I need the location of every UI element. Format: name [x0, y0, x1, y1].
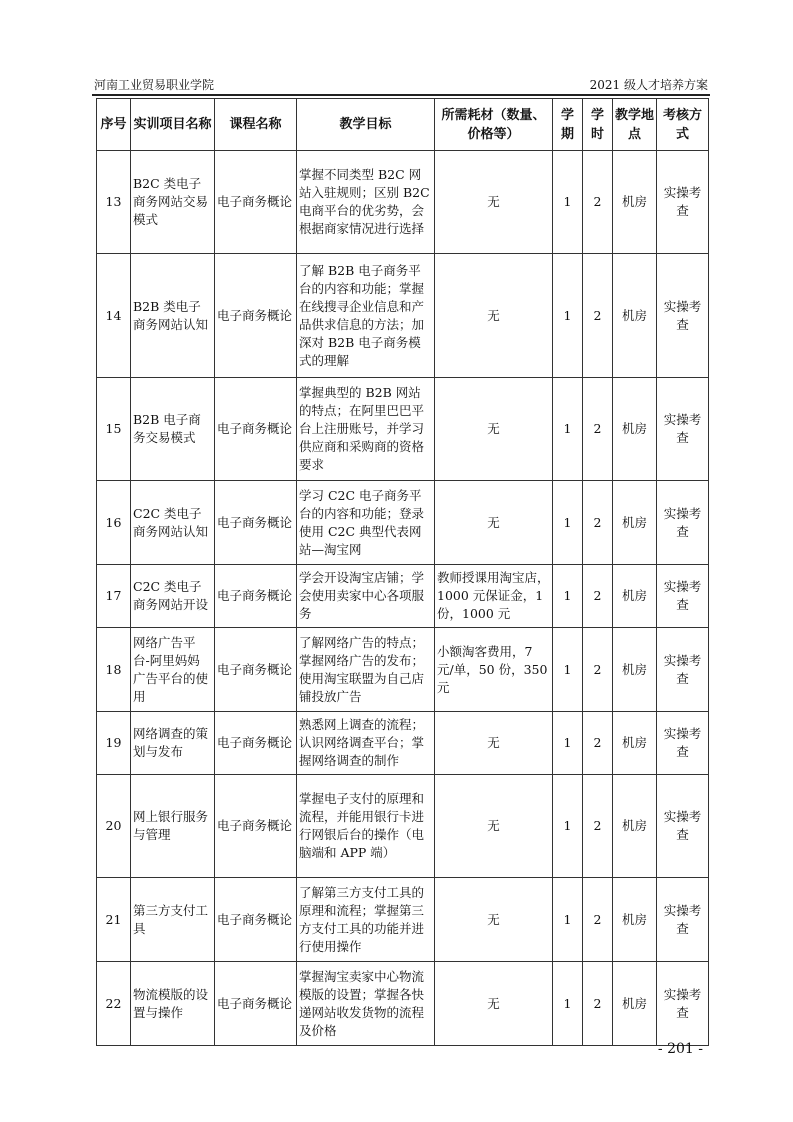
header-institution: 河南工业贸易职业学院: [94, 78, 215, 92]
row-material: 无: [435, 151, 553, 254]
row-no: 20: [97, 775, 131, 878]
row-material: 无: [435, 378, 553, 481]
row-hours: 2: [583, 565, 613, 628]
row-material: 无: [435, 712, 553, 775]
row-term: 1: [553, 481, 583, 565]
row-project: 网络调查的策划与发布: [131, 712, 215, 775]
header-rule: [92, 94, 710, 96]
row-material: 教师授课用淘宝店，1000 元保证金，1 份，1000 元: [435, 565, 553, 628]
row-course: 电子商务概论: [215, 712, 297, 775]
row-term: 1: [553, 254, 583, 378]
row-place: 机房: [613, 712, 657, 775]
row-material: 无: [435, 878, 553, 962]
row-project: 网上银行服务与管理: [131, 775, 215, 878]
row-place: 机房: [613, 254, 657, 378]
row-course: 电子商务概论: [215, 565, 297, 628]
row-goal: 掌握电子支付的原理和流程，并能用银行卡进行网银后台的操作（电脑端和 APP 端）: [297, 775, 435, 878]
row-project: C2C 类电子商务网站开设: [131, 565, 215, 628]
col-header-no: 序号: [97, 99, 131, 151]
row-course: 电子商务概论: [215, 878, 297, 962]
row-goal: 掌握不同类型 B2C 网站入驻规则；区别 B2C 电商平台的优劣势，会根据商家情况进行选择: [297, 151, 435, 254]
row-no: 21: [97, 878, 131, 962]
row-hours: 2: [583, 151, 613, 254]
row-material: 无: [435, 962, 553, 1046]
row-no: 16: [97, 481, 131, 565]
row-course: 电子商务概论: [215, 151, 297, 254]
table-row: [97, 962, 709, 1046]
row-goal: 了解 B2B 电子商务平台的内容和功能；掌握在线搜寻企业信息和产品供求信息的方法；加深对 B2B 电子商务模式的理解: [297, 254, 435, 378]
row-exam: 实操考查: [657, 712, 709, 775]
row-project: C2C 类电子商务网站认知: [131, 481, 215, 565]
row-hours: 2: [583, 712, 613, 775]
row-hours: 2: [583, 378, 613, 481]
col-header-project: 实训项目名称: [131, 99, 215, 151]
row-project: 物流模版的设置与操作: [131, 962, 215, 1046]
row-place: 机房: [613, 481, 657, 565]
row-goal: 学习 C2C 电子商务平台的内容和功能；登录使用 C2C 典型代表网站—淘宝网: [297, 481, 435, 565]
row-no: 19: [97, 712, 131, 775]
row-place: 机房: [613, 775, 657, 878]
row-hours: 2: [583, 481, 613, 565]
table-row: [97, 775, 709, 878]
row-place: 机房: [613, 628, 657, 712]
row-goal: 了解第三方支付工具的原理和流程；掌握第三方支付工具的功能并进行使用操作: [297, 878, 435, 962]
header-program: 2021 级人才培养方案: [589, 78, 708, 92]
col-header-course: 课程名称: [215, 99, 297, 151]
row-goal: 掌握典型的 B2B 网站的特点；在阿里巴巴平台上注册账号，并学习供应商和采购商的资格要求: [297, 378, 435, 481]
row-exam: 实操考查: [657, 378, 709, 481]
row-exam: 实操考查: [657, 254, 709, 378]
row-term: 1: [553, 878, 583, 962]
row-exam: 实操考查: [657, 628, 709, 712]
row-place: 机房: [613, 378, 657, 481]
row-no: 15: [97, 378, 131, 481]
row-exam: 实操考查: [657, 878, 709, 962]
row-term: 1: [553, 565, 583, 628]
row-course: 电子商务概论: [215, 962, 297, 1046]
row-place: 机房: [613, 151, 657, 254]
row-project: B2C 类电子商务网站交易模式: [131, 151, 215, 254]
row-hours: 2: [583, 254, 613, 378]
row-goal: 熟悉网上调查的流程；认识网络调查平台；掌握网络调查的制作: [297, 712, 435, 775]
row-material: 无: [435, 254, 553, 378]
row-exam: 实操考查: [657, 962, 709, 1046]
table-row: [97, 254, 709, 378]
row-project: 第三方支付工具: [131, 878, 215, 962]
row-term: 1: [553, 775, 583, 878]
row-goal: 学会开设淘宝店铺；学会使用卖家中心各项服务: [297, 565, 435, 628]
col-header-term: 学期: [553, 99, 583, 151]
row-goal: 掌握淘宝卖家中心物流模版的设置；掌握各快递网站收发货物的流程及价格: [297, 962, 435, 1046]
row-course: 电子商务概论: [215, 481, 297, 565]
row-no: 17: [97, 565, 131, 628]
col-header-material: 所需耗材（数量、价格等）: [435, 99, 553, 151]
col-header-place: 教学地点: [613, 99, 657, 151]
row-project: B2B 类电子商务网站认知: [131, 254, 215, 378]
row-project: 网络广告平台-阿里妈妈广告平台的使用: [131, 628, 215, 712]
row-goal: 了解网络广告的特点；掌握网络广告的发布；使用淘宝联盟为自己店铺投放广告: [297, 628, 435, 712]
table-row: [97, 378, 709, 481]
row-hours: 2: [583, 878, 613, 962]
table-header-row: [97, 99, 709, 151]
row-material: 无: [435, 481, 553, 565]
col-header-hours: 学时: [583, 99, 613, 151]
row-term: 1: [553, 712, 583, 775]
training-table: [96, 98, 709, 1046]
row-material: 无: [435, 775, 553, 878]
row-course: 电子商务概论: [215, 378, 297, 481]
row-exam: 实操考查: [657, 775, 709, 878]
row-hours: 2: [583, 775, 613, 878]
row-exam: 实操考查: [657, 151, 709, 254]
row-project: B2B 电子商务交易模式: [131, 378, 215, 481]
table-row: [97, 878, 709, 962]
page-header: [94, 76, 708, 94]
table-row: [97, 481, 709, 565]
row-exam: 实操考查: [657, 565, 709, 628]
row-course: 电子商务概论: [215, 254, 297, 378]
table-row: [97, 712, 709, 775]
row-no: 22: [97, 962, 131, 1046]
row-term: 1: [553, 151, 583, 254]
row-hours: 2: [583, 962, 613, 1046]
row-term: 1: [553, 378, 583, 481]
row-no: 18: [97, 628, 131, 712]
row-place: 机房: [613, 962, 657, 1046]
page-number: - 201 -: [657, 1041, 703, 1057]
row-course: 电子商务概论: [215, 628, 297, 712]
table-row: [97, 628, 709, 712]
row-hours: 2: [583, 628, 613, 712]
col-header-goal: 教学目标: [297, 99, 435, 151]
row-no: 14: [97, 254, 131, 378]
row-place: 机房: [613, 878, 657, 962]
table-row: [97, 565, 709, 628]
row-term: 1: [553, 962, 583, 1046]
row-exam: 实操考查: [657, 481, 709, 565]
row-no: 13: [97, 151, 131, 254]
table-row: [97, 151, 709, 254]
row-course: 电子商务概论: [215, 775, 297, 878]
col-header-exam: 考核方式: [657, 99, 709, 151]
row-term: 1: [553, 628, 583, 712]
row-material: 小额淘客费用，7 元/单，50 份，350 元: [435, 628, 553, 712]
row-place: 机房: [613, 565, 657, 628]
